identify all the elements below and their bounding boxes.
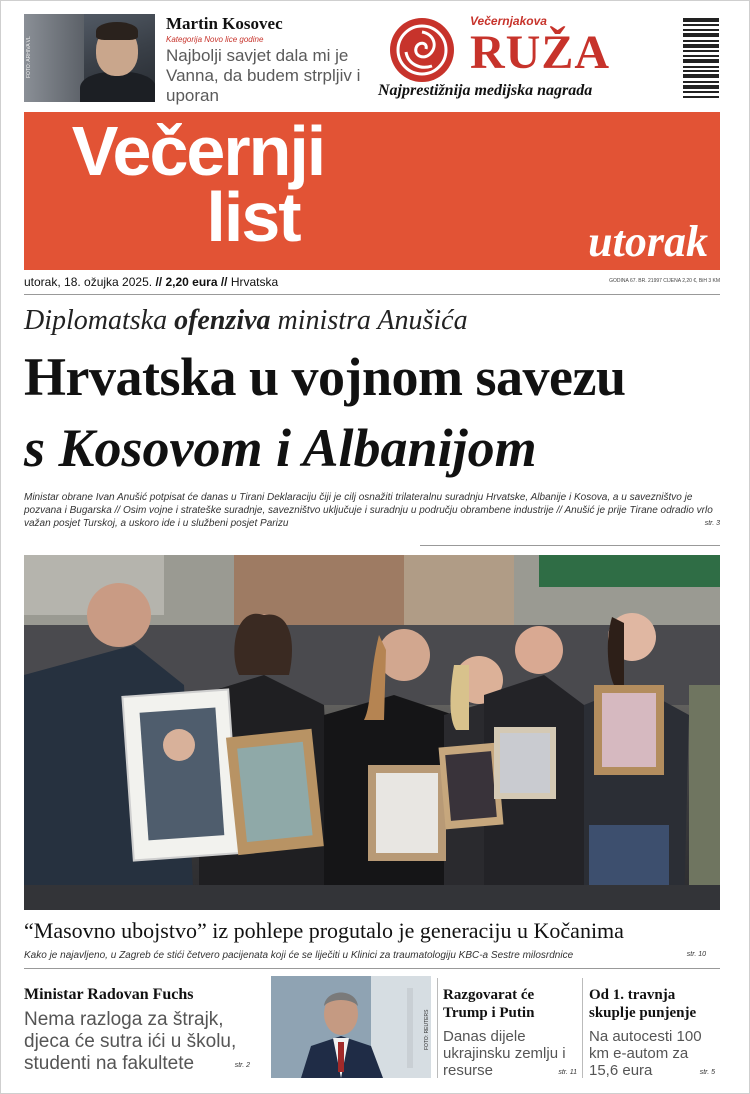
bottom-story-1-title: Ministar Radovan Fuchs bbox=[24, 986, 194, 1003]
dateline: utorak, 18. ožujka 2025. // 2,20 eura // Hrvatska GODINA 67. BR. 21997 CIJENA 2,20 €, BiH 3 KM bbox=[24, 275, 720, 289]
lead-page-ref: str. 3 bbox=[704, 520, 720, 527]
lead-headline-1[interactable]: Hrvatska u vojnom savezu bbox=[24, 347, 626, 407]
divider bbox=[582, 978, 583, 1078]
title-line-1: Večernji bbox=[71, 112, 325, 190]
divider bbox=[24, 968, 720, 969]
second-summary-text: Kako je najavljeno, u Zagreb će stići četvero pacijenata koji će se liječiti u Klinici za traumatologiju KBC-a Sestre milosrdnice bbox=[24, 950, 574, 961]
bottom-story-1-text: Nema razloga za štrajk, djeca će sutra ići u školu, studenti na fakultete bbox=[24, 1009, 237, 1074]
bottom-photo[interactable] bbox=[271, 976, 431, 1078]
second-page-ref: str. 10 bbox=[686, 951, 706, 958]
kicker-post: ministra Anušića bbox=[277, 305, 468, 336]
kicker-bold: ofenziva bbox=[174, 305, 271, 336]
bottom-story-1[interactable] bbox=[24, 986, 264, 1075]
barcode-icon bbox=[683, 18, 719, 98]
bottom-story-2-title: Razgovarat će Trump i Putin bbox=[443, 987, 535, 1021]
newspaper-title bbox=[38, 112, 358, 256]
teaser-name: Martin Kosovec bbox=[166, 14, 283, 33]
teaser-quote: Najbolji savjet dala mi je Vanna, da budem strpljiv i uporan bbox=[166, 46, 361, 105]
bottom-story-3-title: Od 1. travnja skuplje punjenje bbox=[589, 987, 697, 1021]
divider bbox=[24, 294, 720, 295]
award-name: RUŽA bbox=[470, 26, 611, 79]
award-logo[interactable] bbox=[378, 14, 678, 108]
mourners-illustration bbox=[24, 555, 720, 910]
divider bbox=[437, 978, 438, 1078]
lead-summary-text: Ministar obrane Ivan Anušić potpisat će danas u Tirani Deklaraciju čiji je cilj osnažiti trilateralnu suradnju Hrvatske, Albanije i Kosova, a u savezništvo je pozvana i Bugarska // Osim vojne i strateške suradnje, savezništvo uključuje i suradnju u području obrambene industrije // Anušić je prije Tirane odradio vrlo važan posjet Turskoj, a uskoro ide i u službeni posjet Parizu bbox=[24, 492, 713, 529]
award-tagline: Najprestižnija medijska nagrada bbox=[378, 82, 593, 99]
bottom-story-1-page-ref: str. 2 bbox=[234, 1062, 250, 1069]
issue-edition: Hrvatska bbox=[230, 275, 279, 289]
bottom-story-2-page-ref: str. 11 bbox=[558, 1069, 577, 1076]
lead-headline-2[interactable]: s Kosovom i Albanijom bbox=[24, 418, 537, 478]
teaser-category: Kategorija Novo lice godine bbox=[166, 35, 264, 44]
second-summary bbox=[24, 950, 720, 961]
issue-price: 2,20 eura bbox=[165, 275, 218, 289]
bottom-story-3[interactable] bbox=[589, 986, 719, 1079]
issue-date: utorak, 18. ožujka 2025. bbox=[24, 275, 153, 289]
photo-credit: FOTO: ARHIVA VL bbox=[26, 36, 32, 78]
bottom-photo-credit: FOTO: REUTERS bbox=[424, 1009, 430, 1050]
issue-small-print: GODINA 67. BR. 21997 CIJENA 2,20 €, BiH 3 KM bbox=[609, 278, 720, 284]
bottom-story-2[interactable] bbox=[443, 986, 577, 1079]
bottom-story-2-text: Danas dijele ukrajinsku zemlju i resurse bbox=[443, 1028, 566, 1079]
masthead[interactable] bbox=[24, 112, 720, 270]
bottom-story-3-text: Na autocesti 100 km e-autom za 15,6 eura bbox=[589, 1028, 702, 1079]
lead-photo[interactable] bbox=[24, 555, 720, 910]
teaser-photo[interactable] bbox=[24, 14, 155, 102]
rose-icon bbox=[388, 16, 456, 84]
speaker-illustration bbox=[271, 976, 431, 1078]
lead-kicker bbox=[24, 305, 468, 337]
top-teaser[interactable] bbox=[166, 14, 366, 106]
divider bbox=[420, 545, 720, 546]
title-line-2: list bbox=[206, 178, 300, 256]
second-headline[interactable]: “Masovno ubojstvo” iz pohlepe progutalo je generaciju u Kočanima bbox=[24, 918, 624, 943]
weekday: utorak bbox=[588, 217, 708, 266]
bottom-story-3-page-ref: str. 5 bbox=[699, 1069, 715, 1076]
kicker-pre: Diplomatska bbox=[24, 305, 168, 336]
lead-summary bbox=[24, 491, 720, 530]
award-kicker: Večernjakova bbox=[470, 14, 547, 28]
